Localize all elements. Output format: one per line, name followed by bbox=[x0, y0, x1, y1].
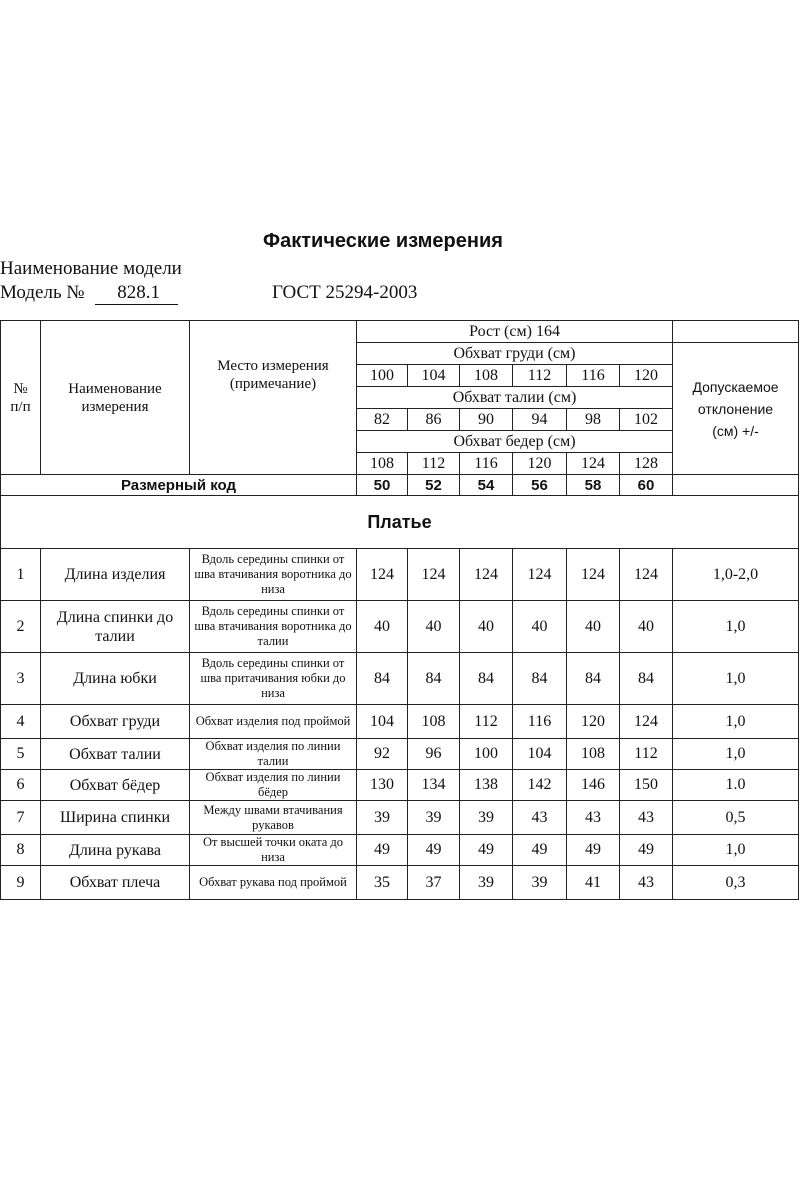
measurement-value: 39 bbox=[460, 801, 513, 835]
table-row bbox=[1, 549, 799, 601]
measurement-place-text: Вдоль середины спинки от шва притачивания юбки до низа bbox=[200, 656, 346, 700]
hips-value: 120 bbox=[513, 453, 567, 475]
measurement-value: 150 bbox=[620, 770, 673, 801]
hips-value: 108 bbox=[357, 453, 408, 475]
size-code-row bbox=[1, 475, 799, 496]
chest-value: 108 bbox=[460, 365, 513, 387]
measurement-value: 124 bbox=[620, 705, 673, 739]
size-code-blank bbox=[673, 475, 799, 496]
hips-value: 112 bbox=[408, 453, 460, 475]
row-number: 9 bbox=[1, 866, 41, 900]
measurement-value: 112 bbox=[620, 739, 673, 770]
header-hips: Обхват бедер (см) bbox=[357, 431, 673, 453]
row-number: 8 bbox=[1, 835, 41, 866]
tolerance-value: 0,5 bbox=[673, 801, 799, 835]
measurement-place-text: Между швами втачивания рукавов bbox=[203, 802, 343, 832]
measurement-value: 40 bbox=[460, 601, 513, 653]
header-no: № п/п bbox=[1, 321, 41, 475]
measurement-value: 124 bbox=[567, 549, 620, 601]
hips-value: 128 bbox=[620, 453, 673, 475]
waist-value: 90 bbox=[460, 409, 513, 431]
measurement-value: 112 bbox=[460, 705, 513, 739]
measurement-value: 49 bbox=[567, 835, 620, 866]
measurement-value: 39 bbox=[357, 801, 408, 835]
measurement-value: 49 bbox=[408, 835, 460, 866]
measurement-value: 37 bbox=[408, 866, 460, 900]
measurement-value: 40 bbox=[567, 601, 620, 653]
chest-value: 112 bbox=[513, 365, 567, 387]
measurement-value: 146 bbox=[567, 770, 620, 801]
table-row bbox=[1, 601, 799, 653]
measurement-value: 84 bbox=[408, 653, 460, 705]
table-row bbox=[1, 801, 799, 835]
measurement-value: 100 bbox=[460, 739, 513, 770]
measurement-value: 39 bbox=[460, 866, 513, 900]
measurement-place bbox=[190, 653, 357, 705]
hips-value: 116 bbox=[460, 453, 513, 475]
measurement-value: 120 bbox=[567, 705, 620, 739]
measurement-place-text: Вдоль середины спинки от шва втачивания воротника до низа bbox=[194, 552, 352, 596]
measurement-value: 49 bbox=[513, 835, 567, 866]
measurement-place bbox=[190, 835, 357, 866]
measurement-value: 84 bbox=[620, 653, 673, 705]
measurement-value: 43 bbox=[567, 801, 620, 835]
measurement-value: 116 bbox=[513, 705, 567, 739]
table-row bbox=[1, 866, 799, 900]
measurement-name: Обхват плеча bbox=[41, 866, 190, 900]
table-row bbox=[1, 835, 799, 866]
document-title: Фактические измерения bbox=[263, 230, 503, 252]
measurement-place-text: От высшей точки оката до низа bbox=[202, 835, 344, 864]
measurement-value: 84 bbox=[567, 653, 620, 705]
measurement-place bbox=[190, 549, 357, 601]
size-code: 52 bbox=[408, 475, 460, 496]
table-row bbox=[1, 739, 799, 770]
measurement-value: 41 bbox=[567, 866, 620, 900]
header-waist: Обхват талии (см) bbox=[357, 387, 673, 409]
measurement-place bbox=[190, 801, 357, 835]
measurement-value: 108 bbox=[567, 739, 620, 770]
header-height: Рост (см) 164 bbox=[357, 321, 673, 343]
measurement-name: Длина изделия bbox=[41, 549, 190, 601]
row-number: 3 bbox=[1, 653, 41, 705]
waist-value: 86 bbox=[408, 409, 460, 431]
measurement-value: 39 bbox=[408, 801, 460, 835]
table-row bbox=[1, 705, 799, 739]
measurement-name: Обхват талии bbox=[41, 739, 190, 770]
measurement-value: 124 bbox=[460, 549, 513, 601]
measurement-place-text: Обхват изделия под проймой bbox=[195, 714, 351, 728]
row-number: 7 bbox=[1, 801, 41, 835]
measurement-place-text: Обхват изделия по линии бёдер bbox=[205, 770, 341, 799]
waist-value: 98 bbox=[567, 409, 620, 431]
measurement-name: Ширина спинки bbox=[41, 801, 190, 835]
measurement-value: 84 bbox=[460, 653, 513, 705]
tolerance-value: 1,0 bbox=[673, 601, 799, 653]
measurement-value: 124 bbox=[513, 549, 567, 601]
table-row bbox=[1, 653, 799, 705]
measurement-value: 40 bbox=[357, 601, 408, 653]
measurement-place bbox=[190, 739, 357, 770]
chest-value: 100 bbox=[357, 365, 408, 387]
row-number: 2 bbox=[1, 601, 41, 653]
measurement-value: 39 bbox=[513, 866, 567, 900]
size-code: 56 bbox=[513, 475, 567, 496]
measurement-place-text: Обхват рукава под проймой bbox=[199, 875, 347, 889]
measurement-value: 43 bbox=[513, 801, 567, 835]
measurement-place bbox=[190, 705, 357, 739]
section-title: Платье bbox=[1, 496, 799, 549]
model-number-value: 828.1 bbox=[95, 282, 178, 305]
chest-value: 104 bbox=[408, 365, 460, 387]
measurement-value: 35 bbox=[357, 866, 408, 900]
header-tolerance: Допускаемое отклонение (см) +/- bbox=[673, 343, 799, 475]
measurement-rows bbox=[1, 549, 799, 900]
tolerance-value: 1,0-2,0 bbox=[673, 549, 799, 601]
tolerance-value: 0,3 bbox=[673, 866, 799, 900]
tolerance-value: 1,0 bbox=[673, 739, 799, 770]
header-name: Наименование измерения bbox=[41, 321, 190, 475]
header-tolerance-top bbox=[673, 321, 799, 343]
measurement-name: Длина спинки до талии bbox=[41, 601, 190, 653]
measurement-value: 130 bbox=[357, 770, 408, 801]
measurement-value: 124 bbox=[357, 549, 408, 601]
measurement-place-text: Вдоль середины спинки от шва втачивания воротника до талии bbox=[194, 604, 352, 648]
size-code: 60 bbox=[620, 475, 673, 496]
measurement-name: Длина юбки bbox=[41, 653, 190, 705]
tolerance-value: 1,0 bbox=[673, 835, 799, 866]
size-code: 58 bbox=[567, 475, 620, 496]
tolerance-value: 1,0 bbox=[673, 705, 799, 739]
hips-value: 124 bbox=[567, 453, 620, 475]
row-number: 6 bbox=[1, 770, 41, 801]
model-number-label: Модель № bbox=[0, 282, 85, 303]
measurement-value: 49 bbox=[460, 835, 513, 866]
measurements-table bbox=[0, 320, 799, 900]
measurement-value: 40 bbox=[408, 601, 460, 653]
size-code: 50 bbox=[357, 475, 408, 496]
chest-value: 116 bbox=[567, 365, 620, 387]
measurement-name: Обхват груди bbox=[41, 705, 190, 739]
measurement-value: 104 bbox=[513, 739, 567, 770]
chest-value: 120 bbox=[620, 365, 673, 387]
measurement-value: 43 bbox=[620, 866, 673, 900]
waist-value: 82 bbox=[357, 409, 408, 431]
header-place: Место измерения (примечание) bbox=[190, 321, 357, 475]
measurement-value: 96 bbox=[408, 739, 460, 770]
row-number: 1 bbox=[1, 549, 41, 601]
measurement-place-text: Обхват изделия по линии талии bbox=[205, 739, 341, 768]
measurement-value: 49 bbox=[357, 835, 408, 866]
model-name-label: Наименование модели bbox=[0, 258, 182, 279]
size-code: 54 bbox=[460, 475, 513, 496]
measurement-value: 104 bbox=[357, 705, 408, 739]
measurement-value: 43 bbox=[620, 801, 673, 835]
measurement-value: 49 bbox=[620, 835, 673, 866]
waist-value: 94 bbox=[513, 409, 567, 431]
standard-label: ГОСТ 25294-2003 bbox=[272, 282, 418, 303]
measurement-value: 134 bbox=[408, 770, 460, 801]
measurement-value: 124 bbox=[620, 549, 673, 601]
measurement-place bbox=[190, 601, 357, 653]
measurement-value: 40 bbox=[513, 601, 567, 653]
row-number: 4 bbox=[1, 705, 41, 739]
size-code-label: Размерный код bbox=[1, 475, 357, 496]
waist-value: 102 bbox=[620, 409, 673, 431]
measurement-value: 84 bbox=[513, 653, 567, 705]
measurement-value: 40 bbox=[620, 601, 673, 653]
measurement-value: 84 bbox=[357, 653, 408, 705]
row-number: 5 bbox=[1, 739, 41, 770]
measurement-value: 108 bbox=[408, 705, 460, 739]
measurement-place bbox=[190, 770, 357, 801]
measurement-value: 124 bbox=[408, 549, 460, 601]
measurement-name: Обхват бёдер bbox=[41, 770, 190, 801]
measurement-value: 92 bbox=[357, 739, 408, 770]
measurement-value: 138 bbox=[460, 770, 513, 801]
measurement-place bbox=[190, 866, 357, 900]
table-row bbox=[1, 770, 799, 801]
measurement-value: 142 bbox=[513, 770, 567, 801]
model-number-line bbox=[0, 282, 178, 305]
tolerance-value: 1,0 bbox=[673, 653, 799, 705]
header-chest: Обхват груди (см) bbox=[357, 343, 673, 365]
tolerance-value: 1.0 bbox=[673, 770, 799, 801]
measurement-name: Длина рукава bbox=[41, 835, 190, 866]
